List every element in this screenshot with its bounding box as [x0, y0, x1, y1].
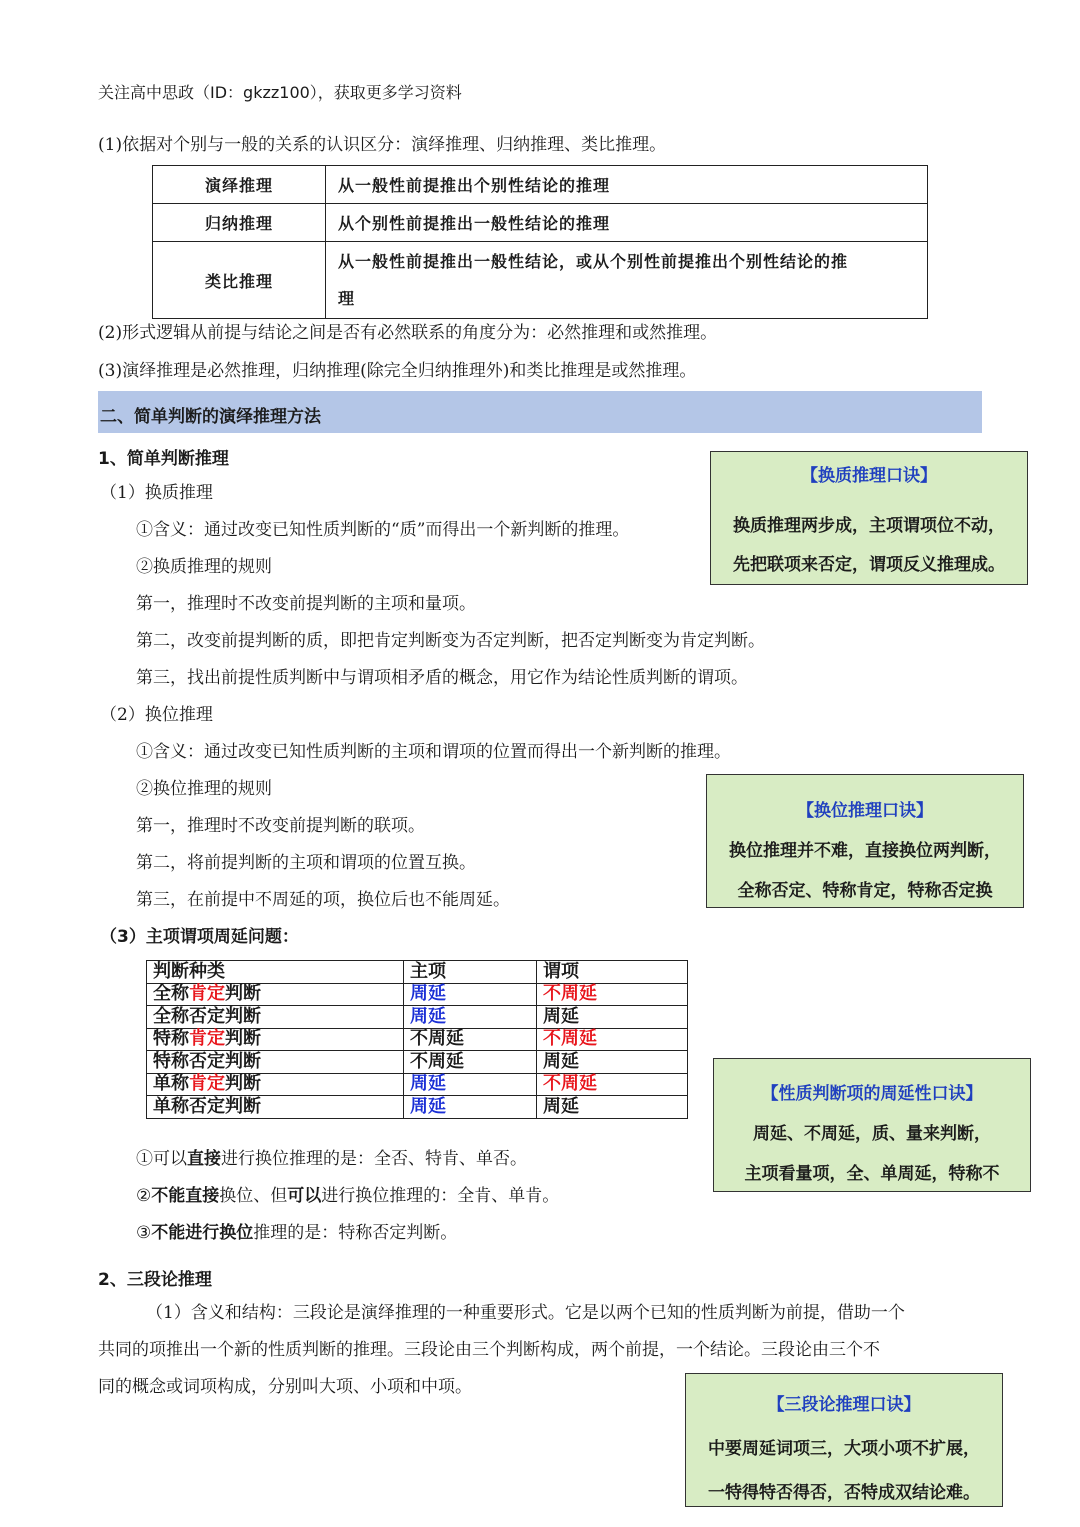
judgment-type: 单称肯定判断 — [147, 1073, 404, 1096]
subject-distribution: 周延 — [404, 1096, 537, 1119]
box-line: 全称否定、特称肯定，特称否定换 — [737, 881, 993, 901]
note: ③不能进行换位推理的是：特称否定判断。 — [136, 1223, 458, 1243]
page-header: 关注高中思政（ID：gkzz100），获取更多学习资料 — [98, 83, 462, 102]
rule: 第一，推理时不改变前提判断的主项和量项。 — [136, 594, 476, 614]
mnemonic-box-distribution — [713, 1058, 1031, 1192]
paragraph: (2)形式逻辑从前提与结论之间是否有必然联系的角度分为：必然推理和或然推理。 — [98, 323, 718, 343]
reasoning-name: 演绎推理 — [153, 166, 326, 204]
subject-distribution: 不周延 — [404, 1028, 537, 1051]
box-line: 一特得特否得否，否特成双结论难。 — [708, 1483, 980, 1503]
rules-title: ②换质推理的规则 — [136, 557, 272, 577]
table-row — [147, 1051, 688, 1074]
table-row — [153, 166, 928, 204]
column-header: 主项 — [404, 961, 537, 984]
subject-distribution: 周延 — [404, 983, 537, 1006]
predicate-distribution: 周延 — [537, 1051, 688, 1074]
reasoning-desc-line: 从一般性前提推出一般性结论，或从个别性前提推出个别性结论的推 — [338, 252, 849, 271]
syllogism-line: （1）含义和结构：三段论是演绎推理的一种重要形式。它是以两个已知的性质判断为前提，借助一个 — [146, 1303, 905, 1323]
table-row — [153, 204, 928, 242]
mnemonic-box-position — [706, 774, 1024, 908]
subsection-heading: （1）换质推理 — [100, 483, 213, 503]
subheading: 1、简单判断推理 — [98, 449, 229, 469]
subject-distribution: 周延 — [404, 1006, 537, 1029]
table-row — [147, 1028, 688, 1051]
section-title: 二、简单判断的演绎推理方法 — [100, 407, 321, 427]
judgment-type: 特称肯定判断 — [147, 1028, 404, 1051]
syllogism-line: 共同的项推出一个新的性质判断的推理。三段论由三个判断构成，两个前提，一个结论。三段论由三个不 — [98, 1340, 880, 1360]
rule: 第三，在前提中不周延的项，换位后也不能周延。 — [136, 890, 510, 910]
subsection-heading: （3）主项谓项周延问题： — [100, 927, 299, 947]
judgment-type: 全称肯定判断 — [147, 983, 404, 1006]
box-title: 【三段论推理口诀】 — [767, 1395, 921, 1415]
judgment-type: 特称否定判断 — [147, 1051, 404, 1074]
reasoning-name: 类比推理 — [153, 242, 326, 319]
paragraph: (3)演绎推理是必然推理，归纳推理(除完全归纳推理外)和类比推理是或然推理。 — [98, 361, 697, 381]
subsection-heading: （2）换位推理 — [100, 705, 213, 725]
rule: 第三，找出前提性质判断中与谓项相矛盾的概念，用它作为结论性质判断的谓项。 — [136, 668, 748, 688]
intro-line: (1)依据对个别与一般的关系的认识区分：演绎推理、归纳推理、类比推理。 — [98, 135, 667, 155]
column-header: 判断种类 — [147, 961, 404, 984]
box-line: 周延、不周延，质、量来判断， — [753, 1124, 991, 1144]
box-title: 【性质判断项的周延性口诀】 — [761, 1084, 983, 1104]
table-row — [153, 242, 928, 319]
reasoning-name: 归纳推理 — [153, 204, 326, 242]
reasoning-desc-line: 理 — [338, 289, 356, 308]
table-row — [147, 1006, 688, 1029]
mnemonic-box-syllogism — [685, 1373, 1003, 1507]
subheading: 2、三段论推理 — [98, 1270, 212, 1290]
box-line: 先把联项来否定，谓项反义推理成。 — [733, 555, 1005, 575]
predicate-distribution: 不周延 — [537, 1073, 688, 1096]
box-line: 主项看量项，全、单周延，特称不 — [744, 1164, 1000, 1184]
subject-distribution: 周延 — [404, 1073, 537, 1096]
section-header — [98, 391, 982, 433]
rule: 第二，将前提判断的主项和谓项的位置互换。 — [136, 853, 476, 873]
rule: 第二，改变前提判断的质，即把肯定判断变为否定判断，把否定判断变为肯定判断。 — [136, 631, 765, 651]
subject-distribution: 不周延 — [404, 1051, 537, 1074]
box-line: 中要周延词项三，大项小项不扩展， — [708, 1439, 980, 1459]
table-header-row — [147, 961, 688, 984]
box-line: 换质推理两步成，主项谓项位不动， — [733, 516, 1005, 536]
reasoning-desc: 从一般性前提推出个别性结论的推理 — [326, 166, 928, 204]
predicate-distribution: 不周延 — [537, 983, 688, 1006]
box-title: 【换位推理口诀】 — [797, 801, 933, 821]
table-row — [147, 1073, 688, 1096]
judgment-type: 单称否定判断 — [147, 1096, 404, 1119]
reasoning-table — [152, 165, 928, 319]
box-title: 【换质推理口诀】 — [801, 466, 937, 486]
reasoning-desc: 从个别性前提推出一般性结论的推理 — [326, 204, 928, 242]
rule: 第一，推理时不改变前提判断的联项。 — [136, 816, 425, 836]
note: ①可以直接进行换位推理的是：全否、特肯、单否。 — [136, 1149, 527, 1169]
predicate-distribution: 周延 — [537, 1096, 688, 1119]
table-row — [147, 983, 688, 1006]
reasoning-desc — [326, 242, 928, 319]
distribution-table — [146, 960, 688, 1119]
definition: ①含义：通过改变已知性质判断的“质”而得出一个新判断的推理。 — [136, 520, 630, 540]
column-header: 谓项 — [537, 961, 688, 984]
table-row — [147, 1096, 688, 1119]
box-line: 换位推理并不难，直接换位两判断， — [729, 841, 1001, 861]
note: ②不能直接换位、但可以进行换位推理的：全肯、单肯。 — [136, 1186, 560, 1206]
rules-title: ②换位推理的规则 — [136, 779, 272, 799]
mnemonic-box-quality — [710, 451, 1028, 585]
definition: ①含义：通过改变已知性质判断的主项和谓项的位置而得出一个新判断的推理。 — [136, 742, 731, 762]
predicate-distribution: 不周延 — [537, 1028, 688, 1051]
judgment-type: 全称否定判断 — [147, 1006, 404, 1029]
predicate-distribution: 周延 — [537, 1006, 688, 1029]
syllogism-line: 同的概念或词项构成，分别叫大项、小项和中项。 — [98, 1377, 472, 1397]
